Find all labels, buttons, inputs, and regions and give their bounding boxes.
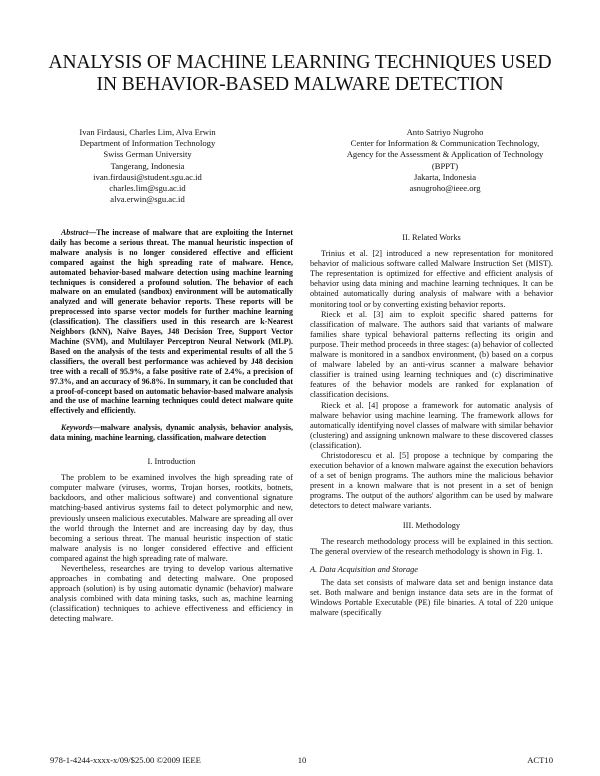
paper-title [20, 52, 580, 96]
author-email: ivan.firdausi@student.sgu.ac.id [93, 171, 202, 182]
keywords-text: —malware analysis, dynamic analysis, behavior analysis, data mining, machine learning, classification, malware detection [50, 423, 293, 443]
author-email: alva.erwin@sgu.ac.id [110, 194, 185, 205]
body-paragraph: The problem to be examined involves the high spreading rate of computer malware (viruses, worms, Trojan horses, rootkits, botnets, backdoors, and other malicious software) and conventional signature matching-based antivirus systems fail to detect polymorphic and new, previously unseen malicious executables. Malware are spreading all over the world through the Internet and are increasing day by day, thus becoming a serious threat. The manual heuristic inspection of static malware analysis is no longer considered effective and efficient compared against the high spreading rate of malware. [50, 473, 293, 563]
affiliation-line: Tangerang, Indonesia [110, 160, 185, 171]
abstract [50, 228, 293, 416]
subsection-heading: A. Data Acquisition and Storage [310, 564, 418, 574]
affiliation-line: Jakarta, Indonesia [413, 171, 477, 182]
body-paragraph: Rieck et al. [4] propose a framework for automatic analysis of malware behavior using machine learning. The framework allows for automatically identifying novel classes of malware with similar behavior (clustering) and assigning unknown malware to these discovered classes (classification). [310, 400, 553, 450]
section-heading-methodology: III. Methodology [402, 520, 461, 530]
author-names: Ivan Firdausi, Charles Lim, Alva Erwin [79, 127, 216, 137]
author-names: Anto Satriyo Nugroho [406, 127, 484, 137]
section-heading-related-works: II. Related Works [402, 233, 461, 242]
left-column [50, 228, 293, 625]
body-paragraph: The research methodology process will be explained in this section. The general overview of the research methodology is shown in Fig. 1. [310, 536, 553, 556]
abstract-label: Abstract [61, 228, 89, 237]
body-paragraph: Christodorescu et al. [5] propose a technique by comparing the execution behavior of a known malware against the execution behaviors of a set of benign programs. The authors mine the malicious behavior present in a known malware that is not present in a set of benign programs. The output of the authors' algorithm can be used by malware detectors to detect malware variants. [310, 450, 553, 511]
body-paragraph: Trinius et al. [2] introduced a new representation for monitored behavior of malicious software called Malware Instruction Set (MIST). The representation is optimized for effective and efficient analysis of behavior using data mining and machine learning techniques. It can be obtained automatically during analysis of malware with a behavior monitoring tool or by converting existing behavior reports. [310, 249, 553, 309]
author-email: asnugroho@ieee.org [409, 183, 481, 194]
title-line-2: IN BEHAVIOR-BASED MALWARE DETECTION [96, 74, 504, 95]
keywords [50, 423, 293, 443]
affiliation-line: (BPPT) [431, 160, 459, 171]
abstract-text: —The increase of malware that are exploiting the Internet daily has become a serious threat. The manual heuristic inspection of malware analysis is no longer considered effective and efficient compared against the high spreading rate of malware. Hence, automated behavior-based malware detection using machine learning techniques is considered a profound solution. The behavior of each malware on an emulated (sandbox) environment will be automatically analyzed and will generate behavior reports. These reports will be preprocessed into sparse vector models for further machine learning (classification). The classifiers used in this research are k-Nearest Neighbors (kNN), Naïve Bayes, J48 Decision Tree, Support Vector Machine (SVM), and Multilayer Perceptron Neural Network (MLP). Based on the analysis of the tests and experimental results of all the 5 classifiers, the overall best performance was achieved by J48 decision tree with a recall of 95.9%, a false positive rate of 2.4%, a precision of 97.3%, and an accuracy of 96.8%. In summary, it can be concluded that a proof-of-concept based on automatic behavior-based malware analysis and the use of machine learning techniques could detect malware quite effectively and efficiently. [50, 228, 293, 416]
author-block-left [45, 127, 250, 205]
right-column [310, 233, 553, 618]
body-paragraph: Rieck et al. [3] aim to exploit specific shared patterns for classification of malware. The authors said that variants of malware families share typical behavioral patterns reflecting its origin and purpose. Their method proceeds in three stages: (a) behavior of collected malware is monitored in a sandbox environment, (b) based on a corpus of malware labeled by an anti-virus scanner a malware behavior classifier is trained using learning techniques and (c) discriminative features of the behavior models are ranked for explanation of classification decisions. [310, 309, 553, 400]
body-paragraph: The data set consists of malware data set and benign instance data set. Both malware and benign instance data sets are in the format of Windows Portable Executable (PE) file binaries. A total of 220 unique malware (specifically [310, 577, 553, 618]
footer-page-number: 10 [297, 755, 307, 765]
body-paragraph: Nevertheless, researches are trying to develop various alternative approaches in combating and detecting malware. One proposed approach (solution) is by using automatic dynamic (behavior) malware analysis combined with data mining tasks, such as, machine learning (classification) techniques to achieve effectiveness and efficiency in detecting malware. [50, 563, 293, 624]
title-line-1: ANALYSIS OF MACHINE LEARNING TECHNIQUES USED [48, 52, 552, 73]
affiliation-line: Department of Information Technology [79, 138, 216, 149]
author-email: charles.lim@sgu.ac.id [109, 183, 186, 194]
author-block-right [340, 127, 550, 194]
affiliation-line: Swiss German University [103, 149, 192, 160]
keywords-label: Keywords [61, 423, 93, 433]
footer-code: ACT10 [527, 755, 553, 765]
section-heading-introduction: I. Introduction [147, 457, 196, 467]
footer-isbn: 978-1-4244-xxxx-x/09/$25.00 ©2009 IEEE [50, 755, 201, 765]
affiliation-line: Agency for the Assessment & Application of Technology [346, 149, 544, 160]
affiliation-line: Center for Information & Communication Technology, [350, 138, 540, 149]
